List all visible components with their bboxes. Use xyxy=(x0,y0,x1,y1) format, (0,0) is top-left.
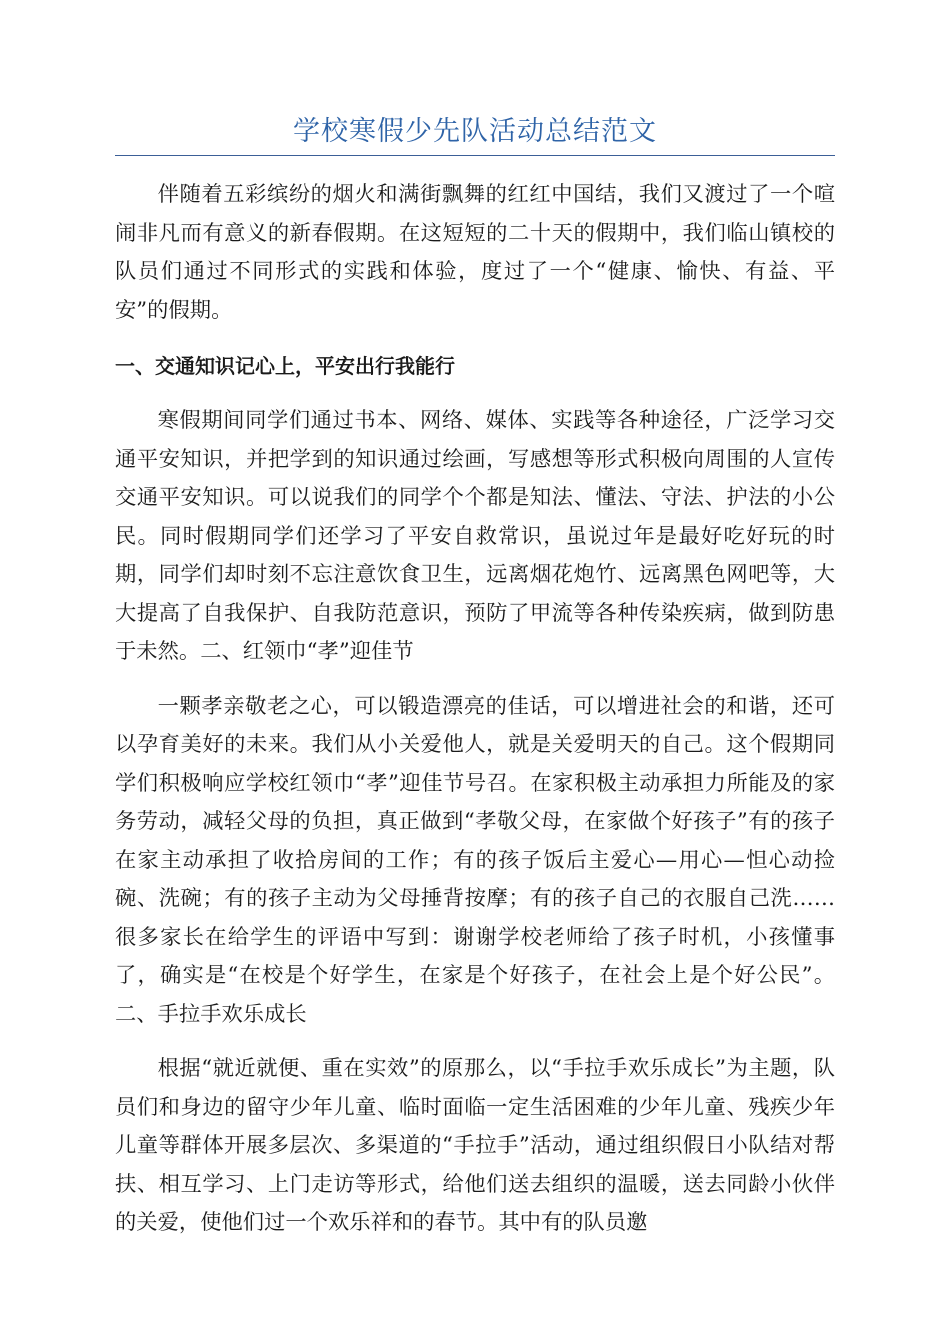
paragraph-intro: 伴随着五彩缤纷的烟火和满街飘舞的红红中国结，我们又渡过了一个喧闹非凡而有意义的新春假期。在这短短的二十天的假期中，我们临山镇校的队员们通过不同形式的实践和体验，度过了一个“健康、愉快、有益、平安”的假期。 xyxy=(115,182,835,323)
section-heading-traffic: 一、交通知识记心上，平安出行我能行 xyxy=(115,354,455,378)
paragraph-traffic: 寒假期间同学们通过书本、网络、媒体、实践等各种途径，广泛学习交通平安知识，并把学到的知识通过绘画，写感想等形式积极向周围的人宣传交通平安知识。可以说我们的同学个个都是知法、懂法、守法、护法的小公民。同时假期同学们还学习了平安自救常识，虽说过年是最好吃好玩的时期，同学们却时刻不忘注意饮食卫生，远离烟花炮竹、远离黑色网吧等，大大提高了自我保护、自我防范意识，预防了甲流等各种传染疾病，做到防患于未然。二、红领巾“孝”迎佳节 xyxy=(115,408,835,664)
paragraph-hand-in-hand: 根据“就近就便、重在实效”的原那么，以“手拉手欢乐成长”为主题，队员们和身边的留守少年儿童、临时面临一定生活困难的少年儿童、残疾少年儿童等群体开展多层次、多渠道的“手拉手”活动，通过组织假日小队结对帮扶、相互学习、上门走访等形式，给他们送去组织的温暖，送去同龄小伙伴的关爱，使他们过一个欢乐祥和的春节。其中有的队员邀 xyxy=(115,1056,835,1235)
document-body xyxy=(115,176,835,1259)
paragraph-filial: 一颗孝亲敬老之心，可以锻造漂亮的佳话，可以增进社会的和谐，还可以孕育美好的未来。我们从小关爱他人，就是关爱明天的自己。这个假期同学们积极响应学校红领巾“孝”迎佳节号召。在家积极主动承担力所能及的家务劳动，减轻父母的负担，真正做到“孝敬父母，在家做个好孩子”有的孩子在家主动承担了收拾房间的工作；有的孩子饭后主爱心—用心—怛心动捡碗、洗碗；有的孩子主动为父母捶背按摩；有的孩子自己的衣服自己洗……很多家长在给学生的评语中写到：谢谢学校老师给了孩子时机，小孩懂事了，确实是“在校是个好学生，在家是个好孩子，在社会上是个好公民”。二、手拉手欢乐成长 xyxy=(115,693,835,1027)
document-title: 学校寒假少先队活动总结范文 xyxy=(293,116,657,147)
title-underline xyxy=(115,155,835,156)
